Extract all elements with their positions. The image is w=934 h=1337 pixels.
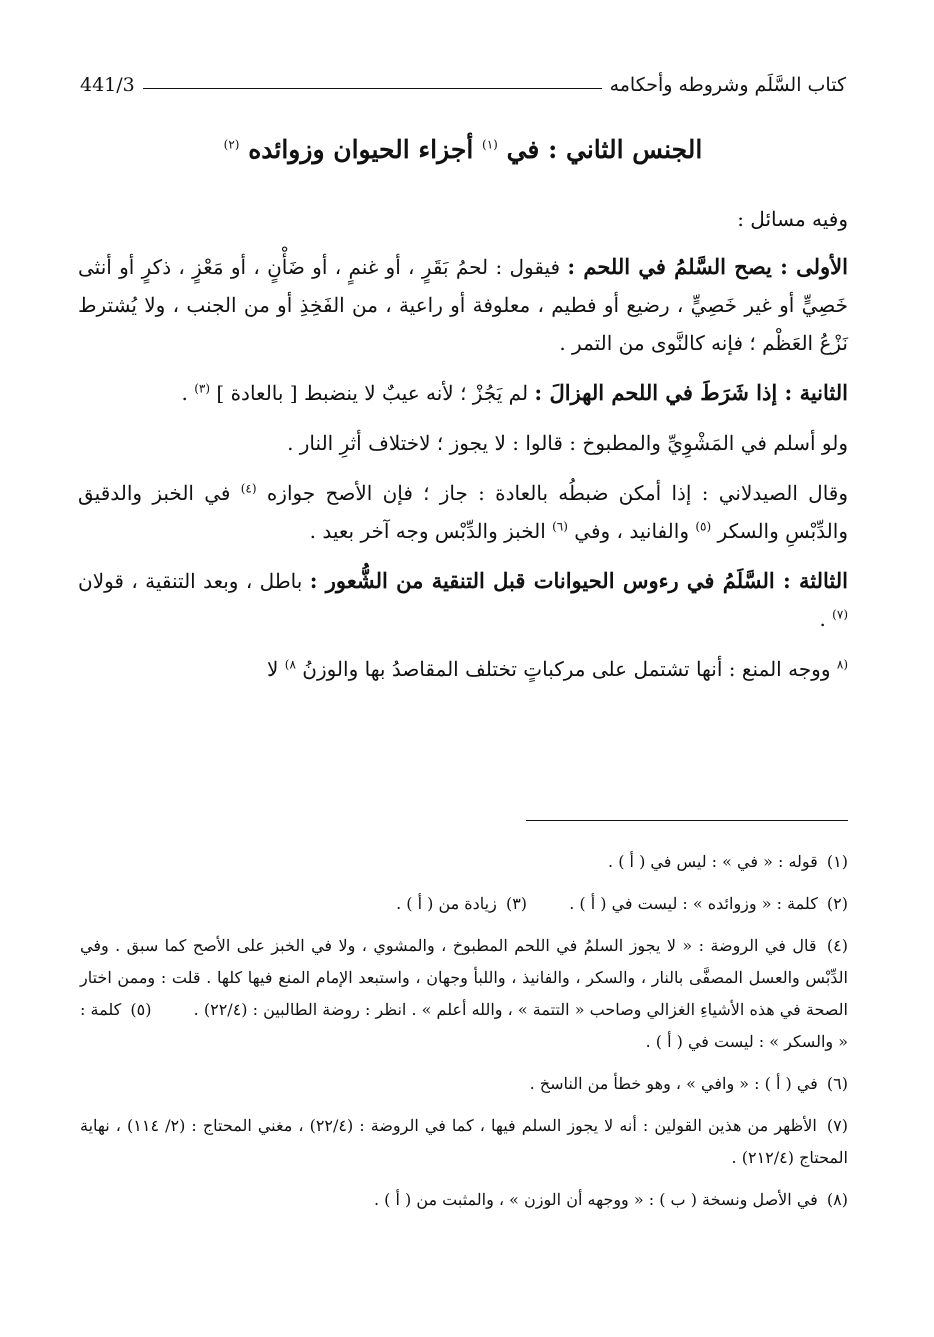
footnote-number: (٢) xyxy=(826,894,848,913)
footnote-number: (٦) xyxy=(826,1074,848,1093)
footnote-2-3 xyxy=(80,888,848,920)
footnote-text: في ( أ ) : « وافي » ، وهو خطأ من الناسخ . xyxy=(529,1074,818,1093)
book-title: كتاب السَّلَم وشروطه وأحكامه xyxy=(609,74,846,96)
running-header xyxy=(80,62,846,96)
footnotes xyxy=(80,846,848,1226)
paragraph-lead: الثالثة : السَّلَمُ في رءوس الحيوانات قبل التنقية من الشُّعور : xyxy=(309,568,848,593)
intro-text: وفيه مسائل : xyxy=(737,207,848,231)
paragraph-text: باطل ، وبعد التنقية ، قولان xyxy=(78,569,310,593)
footnote-ref-2: (٢) xyxy=(223,137,240,152)
footnote-ref-7: (٧) xyxy=(832,607,848,622)
footnote-text: قال في الروضة : « لا يجوز السلمُ في اللحم المطبوخ ، والمشوي ، ولا في الخبز على الأصح كما سبق . وفي الدِّبْس والعسل المصفَّى بالنار ، والسكر ، والفانيذ ، واللبأ وجهان ، واستبعد الإمام المنع فيها كلها . قلت : وممن اختار الصحة في هذه الأشياءِ الغزالي وصاحب « التتمة » ، والله أعلم » . انظر : روضة الطالبين : (٢٢/٤) . xyxy=(80,936,848,1019)
heading-text-a: الجنس الثاني : في xyxy=(506,135,703,164)
paragraph-text: وقال الصيدلاني : إذا أمكن ضبطُه بالعادة : جاز ؛ فإن الأصح جوازه xyxy=(266,481,849,505)
footnote-number: (٥) xyxy=(130,1000,152,1019)
paragraph-text: لم يَجُزْ ؛ لأنه عيبٌ لا ينضبط [ بالعادة ] xyxy=(216,381,535,405)
paragraph-first-issue xyxy=(78,248,848,362)
paragraph-text: والفانيد ، وفي xyxy=(574,519,696,543)
footnote-ref-4: (٤) xyxy=(240,481,257,496)
footnote-text: الأظهر من هذين القولين : أنه لا يجوز السلم فيها ، كما في الروضة : (٢٢/٤) ، مغني المحتاج : (٢/ ١١٤) ، نهاية المحتاج (٢١٢/٤) . xyxy=(80,1116,848,1167)
footnote-text: زيادة من ( أ ) . xyxy=(396,894,497,913)
footnote-text: كلمة : « والسكر » : ليست في ( أ ) . xyxy=(80,1000,848,1051)
footnote-ref-8-open: (٨ xyxy=(836,657,848,672)
paragraph-lead: الأولى : يصح السَّلمُ في اللحم : xyxy=(567,254,848,279)
footnote-7 xyxy=(80,1110,848,1174)
footnote-4-5 xyxy=(80,930,848,1058)
footnote-number: (٤) xyxy=(826,936,849,955)
heading-text-b: أجزاء الحيوان وزوائده xyxy=(248,135,474,164)
intro-paragraph xyxy=(78,200,848,238)
footnote-ref-3: (٣) xyxy=(194,381,211,396)
footnote-ref-5: (٥) xyxy=(695,519,712,534)
footnote-ref-8-close: ٨) xyxy=(284,657,296,672)
paragraph-roasted xyxy=(78,424,848,462)
footnote-text: قوله : « في » : ليس في ( أ ) . xyxy=(608,852,818,871)
paragraph-text: في الخبز والدقيق والدِّبْسِ والسكر xyxy=(78,481,848,543)
paragraph-prohibition xyxy=(78,650,848,688)
page-number: 441/3 xyxy=(80,74,135,96)
footnote-text: في الأصل ونسخة ( ب ) : « ووجهه أن الوزن » ، والمثبت من ( أ ) . xyxy=(373,1190,818,1209)
footnote-number: (٨) xyxy=(826,1190,848,1209)
paragraph-saydalani xyxy=(78,474,848,550)
footnote-ref-1: (١) xyxy=(482,137,498,152)
footnote-6 xyxy=(80,1068,848,1100)
paragraph-end: . xyxy=(819,607,833,631)
footnote-number: (٧) xyxy=(826,1116,848,1135)
footnote-number: (١) xyxy=(826,852,848,871)
paragraph-text: ولو أسلم في المَشْوِيِّ والمطبوخ : قالوا : لا يجوز ؛ لاختلاف أثرِ النار . xyxy=(287,431,848,455)
footnote-text: كلمة : « وزوائده » : ليست في ( أ ) . xyxy=(569,894,818,913)
paragraph-text: ووجه المنع : أنها تشتمل على مركباتٍ تختلف المقاصدُ بها والوزنُ xyxy=(302,657,837,681)
footnote-ref-6: (٦) xyxy=(552,519,568,534)
main-text xyxy=(78,200,848,700)
paragraph-second-issue xyxy=(78,374,848,412)
paragraph-third-issue xyxy=(78,562,848,638)
paragraph-lead: الثانية : إذا شَرَطَ في اللحم الهزالَ : xyxy=(534,380,848,405)
paragraph-text: الخبز والدِّبْس وجه آخر بعيد . xyxy=(309,519,553,543)
section-heading xyxy=(80,130,846,170)
paragraph-end: . xyxy=(181,381,195,405)
footnote-separator xyxy=(526,820,848,821)
paragraph-end: لا xyxy=(266,657,285,681)
footnote-8 xyxy=(80,1184,848,1216)
paragraph-text: فيقول : لحمُ بَقَرٍ ، أو غنمٍ ، أو ضَأْنٍ ، أو مَعْزٍ ، ذكرٍ أو أنثى خَصِيٍّ أو غير خَصِيٍّ ، رضيع أو فطيم ، معلوفة أو راعية ، من الفَخِذِ أو من الجنب ، ولا يُشترط نَزْعُ العَظْم ؛ فإنه كالنَّوى من التمر . xyxy=(78,255,848,355)
header-rule xyxy=(143,88,602,89)
footnote-1 xyxy=(80,846,848,878)
footnote-number: (٣) xyxy=(505,894,528,913)
